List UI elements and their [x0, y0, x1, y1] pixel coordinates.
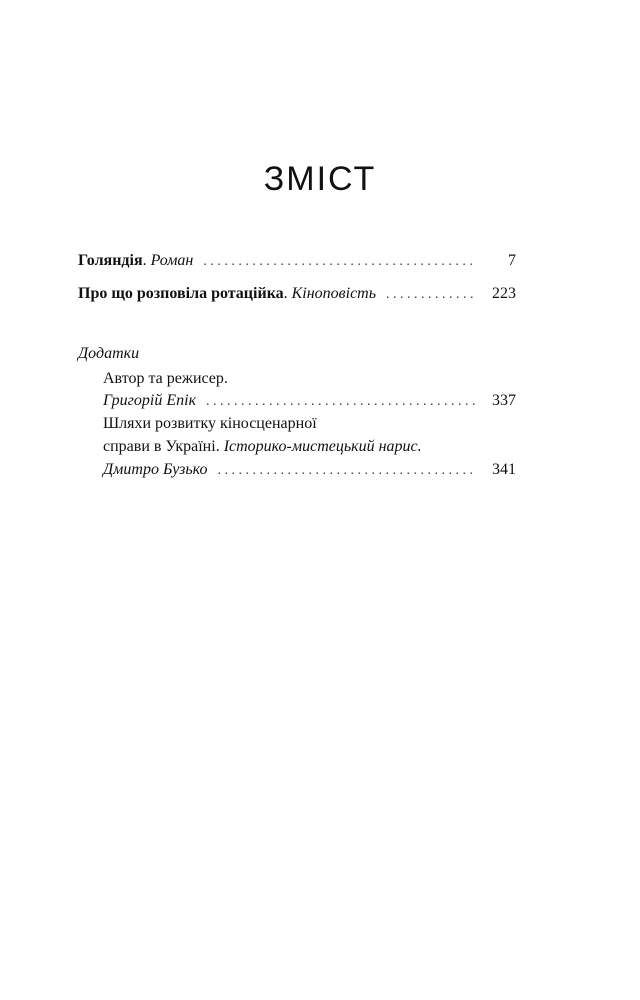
page-number: 223 [492, 285, 516, 302]
appendix-item-title-line2 [103, 438, 516, 456]
appendix-item-title: Шляхи розвитку кіносценарної [103, 415, 317, 432]
dot-leader [217, 463, 476, 479]
page-number: 7 [508, 252, 516, 269]
appendix-heading: Додатки [78, 345, 140, 362]
dot-leader [386, 287, 476, 303]
page-number: 337 [492, 392, 516, 409]
appendix-item-genre: Історико-мистецький нарис. [223, 438, 422, 455]
appendix-item-title: Автор та режисер. [103, 370, 228, 387]
entry-genre: Роман [150, 252, 194, 269]
author-name: Дмитро Бузько [103, 461, 208, 478]
entry-title: Голяндія [78, 252, 143, 269]
page-number: 341 [492, 461, 516, 478]
author-name: Григорій Епік [103, 392, 197, 409]
toc-entry-holandia: Голяндія. Роман . . . 7 [78, 252, 516, 270]
entry-title: Про що розповіла ротаційка [78, 285, 284, 302]
entry-genre: Кіноповість [291, 285, 377, 302]
page-title: ЗМІСТ [263, 160, 377, 198]
appendix-item-author-line [103, 461, 516, 479]
appendix-item-subtitle: справи в Україні. [103, 438, 220, 455]
dot-leader [206, 394, 476, 410]
dot-leader [203, 254, 476, 270]
toc-entry-rotatsiika: Про що розповіла ротаційка. Кіноповість . . . 223 [78, 285, 516, 303]
appendix-item-author-line [103, 392, 516, 410]
